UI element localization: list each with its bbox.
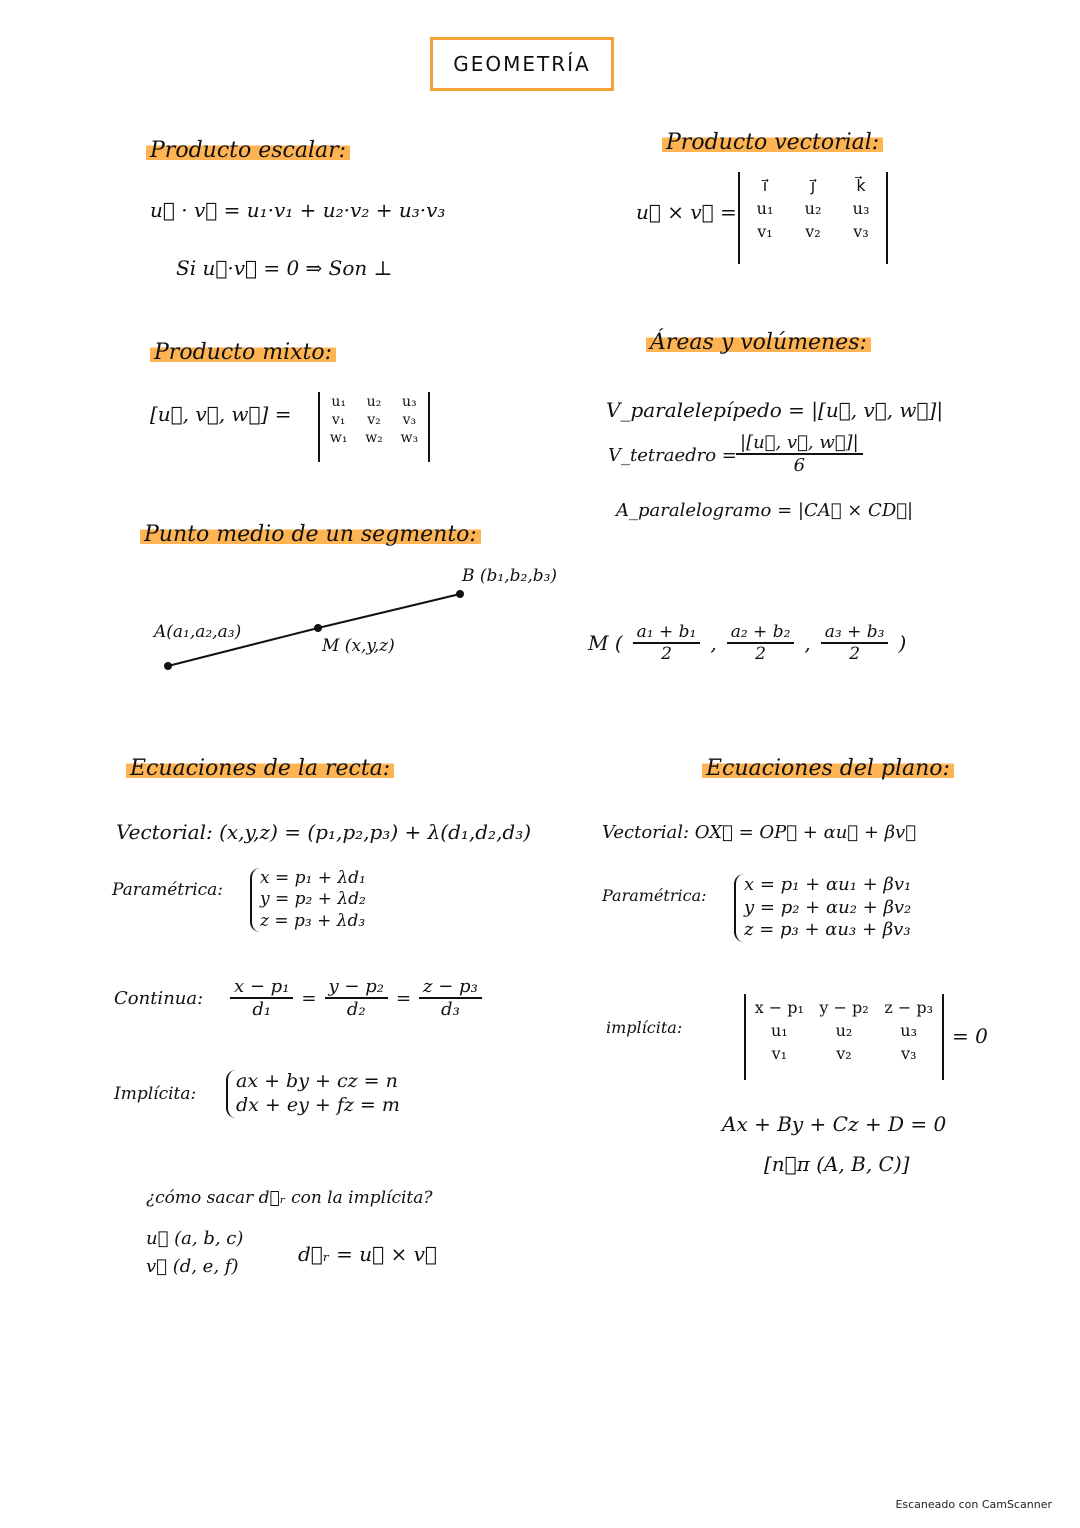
recta-implicita-system: [226, 1070, 400, 1118]
continua-num-x: x − p₁: [230, 976, 293, 999]
plano-parametrica-z: z = p₃ + αu₃ + βv₃: [744, 919, 911, 940]
plano-cell-2-0: v₁: [771, 1044, 788, 1063]
plano-heading: [702, 756, 954, 781]
volumen-tetraedro-num: |[u⃗, v⃗, w⃗]|: [736, 432, 863, 455]
continua-den-3: d₃: [441, 999, 460, 1020]
continua-num-y: y − p₂: [325, 976, 388, 999]
continua-den-2: d₂: [346, 999, 366, 1020]
punto-medio-frac3-num: a₃ + b₃: [821, 622, 889, 644]
point-a-label: A(a₁,a₂,a₃): [154, 622, 242, 642]
producto-vectorial-cell-0-0: i⃗: [762, 176, 768, 195]
plano-cell-1-0: u₁: [770, 1021, 788, 1040]
producto-mixto-cell-2-2: w₃: [400, 430, 419, 446]
recta-heading-text: Ecuaciones de la recta:: [126, 756, 394, 781]
continua-num-z: z − p₃: [419, 976, 482, 999]
producto-escalar-note: Si u⃗·v⃗ = 0 ⇒ Son ⊥: [176, 256, 393, 280]
plano-cell-1-1: u₂: [835, 1021, 853, 1040]
page-title-text: GEOMETRÍA: [453, 52, 591, 76]
plano-determinant: [744, 994, 944, 1080]
volumen-paralelepipedo: V_paralelepípedo = |[u⃗, v⃗, w⃗]|: [606, 398, 944, 422]
producto-escalar-heading: [146, 138, 350, 163]
punto-medio-heading-text: Punto medio de un segmento:: [140, 522, 481, 547]
punto-medio-close: ): [898, 631, 907, 655]
area-paralelogramo: A_paralelogramo = |CA⃗ × CD⃗|: [616, 500, 914, 521]
plano-cell-2-1: v₂: [836, 1044, 852, 1063]
punto-medio-frac2-num: a₂ + b₂: [727, 622, 795, 644]
producto-mixto-determinant: [318, 392, 430, 462]
point-b-dot: [456, 590, 464, 598]
producto-escalar-heading-text: Producto escalar:: [146, 138, 350, 163]
plano-cell-0-2: z − p₃: [884, 998, 933, 1017]
plano-implicita-label: implícita:: [606, 1018, 683, 1037]
areas-heading: [646, 330, 871, 355]
point-m-dot: [314, 624, 322, 632]
recta-implicita-eq2: dx + ey + fz = m: [236, 1093, 400, 1116]
recta-parametrica-label: Paramétrica:: [112, 880, 224, 900]
producto-mixto-cell-1-2: v₃: [402, 412, 417, 428]
producto-vectorial-cell-1-2: u₃: [852, 199, 870, 218]
producto-vectorial-determinant: [738, 172, 888, 264]
plano-parametrica-x: x = p₁ + αu₁ + βv₁: [744, 874, 912, 895]
producto-mixto-cell-0-1: u₂: [366, 394, 382, 410]
recta-v-def: v⃗ (d, e, f): [146, 1256, 239, 1277]
producto-vectorial-cell-2-1: v₂: [805, 222, 821, 241]
producto-vectorial-cell-2-2: v₃: [853, 222, 869, 241]
plano-grid: [746, 994, 942, 1067]
recta-vectorial: Vectorial: (x,y,z) = (p₁,p₂,p₃) + λ(d₁,d₂,d₃): [116, 820, 532, 844]
producto-escalar-formula: u⃗ · v⃗ = u₁·v₁ + u₂·v₂ + u₃·v₃: [150, 198, 446, 222]
punto-medio-frac3-den: 2: [849, 644, 861, 664]
producto-mixto-heading: [150, 340, 336, 365]
plano-cell-0-1: y − p₂: [819, 998, 869, 1017]
recta-continua-formula: $\frac{\text{x − p₁}}{\text{d₁}}$ = $\frac{\text{y − p₂}}{\text{d₂}}$ = $\frac{\text{z − p₃}}{\text{d₃}}$: [230, 976, 482, 1020]
punto-medio-m: M (: [588, 631, 623, 655]
producto-mixto-cell-1-1: v₂: [367, 412, 381, 428]
producto-mixto-cell-2-1: w₂: [365, 430, 383, 446]
recta-question: ¿cómo sacar d⃗ᵣ con la implícita?: [146, 1188, 433, 1208]
segment-line-mb: [318, 594, 460, 628]
recta-continua-label: Continua:: [114, 988, 204, 1009]
plano-parametrica-system: [734, 874, 911, 942]
plano-equals-zero: = 0: [952, 1024, 988, 1048]
plano-general: Ax + By + Cz + D = 0: [722, 1112, 947, 1136]
producto-mixto-heading-text: Producto mixto:: [150, 340, 336, 365]
punto-medio-formula: M ( $\frac{\text{a₁ + b₁}}{2}$ , $\frac{\text{a₂ + b₂}}{2}$ , $\frac{\text{a₃ + b₃}}{2}$ ): [588, 622, 907, 664]
page-title: [430, 37, 614, 91]
recta-parametrica-z: z = p₃ + λd₃: [260, 910, 366, 931]
point-a-dot: [164, 662, 172, 670]
producto-mixto-cell-2-0: w₁: [329, 430, 348, 446]
footer-watermark: Escaneado con CamScanner: [895, 1498, 1052, 1511]
punto-medio-frac2-den: 2: [755, 644, 766, 664]
producto-mixto-cell-0-2: u₃: [402, 394, 417, 410]
producto-mixto-lhs: [u⃗, v⃗, w⃗] =: [150, 402, 292, 426]
plano-normal: [n⃗π (A, B, C)]: [764, 1152, 910, 1176]
recta-implicita-eq1: ax + by + cz = n: [236, 1070, 398, 1092]
volumen-tetraedro-label: V_tetraedro =: [608, 445, 737, 466]
areas-heading-text: Áreas y volúmenes:: [646, 330, 871, 355]
producto-vectorial-cell-0-2: k⃗: [856, 176, 866, 195]
plano-parametrica-label: Paramétrica:: [602, 886, 707, 905]
recta-implicita-label: Implícita:: [114, 1084, 197, 1104]
plano-cell-0-0: x − p₁: [754, 998, 804, 1017]
plano-heading-text: Ecuaciones del plano:: [702, 756, 954, 781]
punto-medio-heading: [140, 522, 481, 547]
producto-vectorial-cell-1-0: u₁: [756, 199, 774, 218]
punto-medio-frac1-den: 2: [661, 644, 672, 664]
plano-vectorial: Vectorial: OX⃗ = OP⃗ + αu⃗ + βv⃗: [602, 822, 917, 843]
recta-parametrica-x: x = p₁ + λd₁: [260, 868, 366, 888]
continua-den-1: d₁: [252, 999, 272, 1020]
producto-mixto-cell-1-0: v₁: [331, 412, 346, 428]
producto-vectorial-grid: [740, 172, 886, 241]
plano-cell-1-2: u₃: [900, 1021, 918, 1040]
volumen-tetraedro-den: 6: [793, 455, 806, 476]
producto-vectorial-heading: [662, 130, 883, 155]
plano-cell-2-2: v₃: [900, 1044, 917, 1063]
point-m-label: M (x,y,z): [322, 636, 395, 656]
producto-vectorial-cell-2-0: v₁: [757, 222, 773, 241]
point-b-label: B (b₁,b₂,b₃): [462, 566, 558, 586]
recta-parametrica-system: [250, 868, 366, 932]
recta-dr: d⃗ᵣ = u⃗ × v⃗: [298, 1242, 437, 1266]
producto-mixto-cell-0-0: u₁: [331, 394, 346, 410]
producto-mixto-grid: [320, 392, 428, 448]
producto-vectorial-cell-0-1: j⃗: [810, 176, 816, 195]
producto-vectorial-lhs: u⃗ × v⃗ =: [636, 200, 737, 224]
volumen-tetraedro-fraction: [736, 432, 863, 476]
recta-heading: [126, 756, 394, 781]
plano-parametrica-y: y = p₂ + αu₂ + βv₂: [744, 896, 912, 918]
recta-parametrica-y: y = p₂ + λd₂: [260, 889, 366, 910]
punto-medio-frac1-num: a₁ + b₁: [633, 622, 701, 644]
producto-vectorial-heading-text: Producto vectorial:: [662, 130, 883, 155]
producto-vectorial-cell-1-1: u₂: [804, 199, 822, 218]
recta-u-def: u⃗ (a, b, c): [146, 1228, 244, 1249]
